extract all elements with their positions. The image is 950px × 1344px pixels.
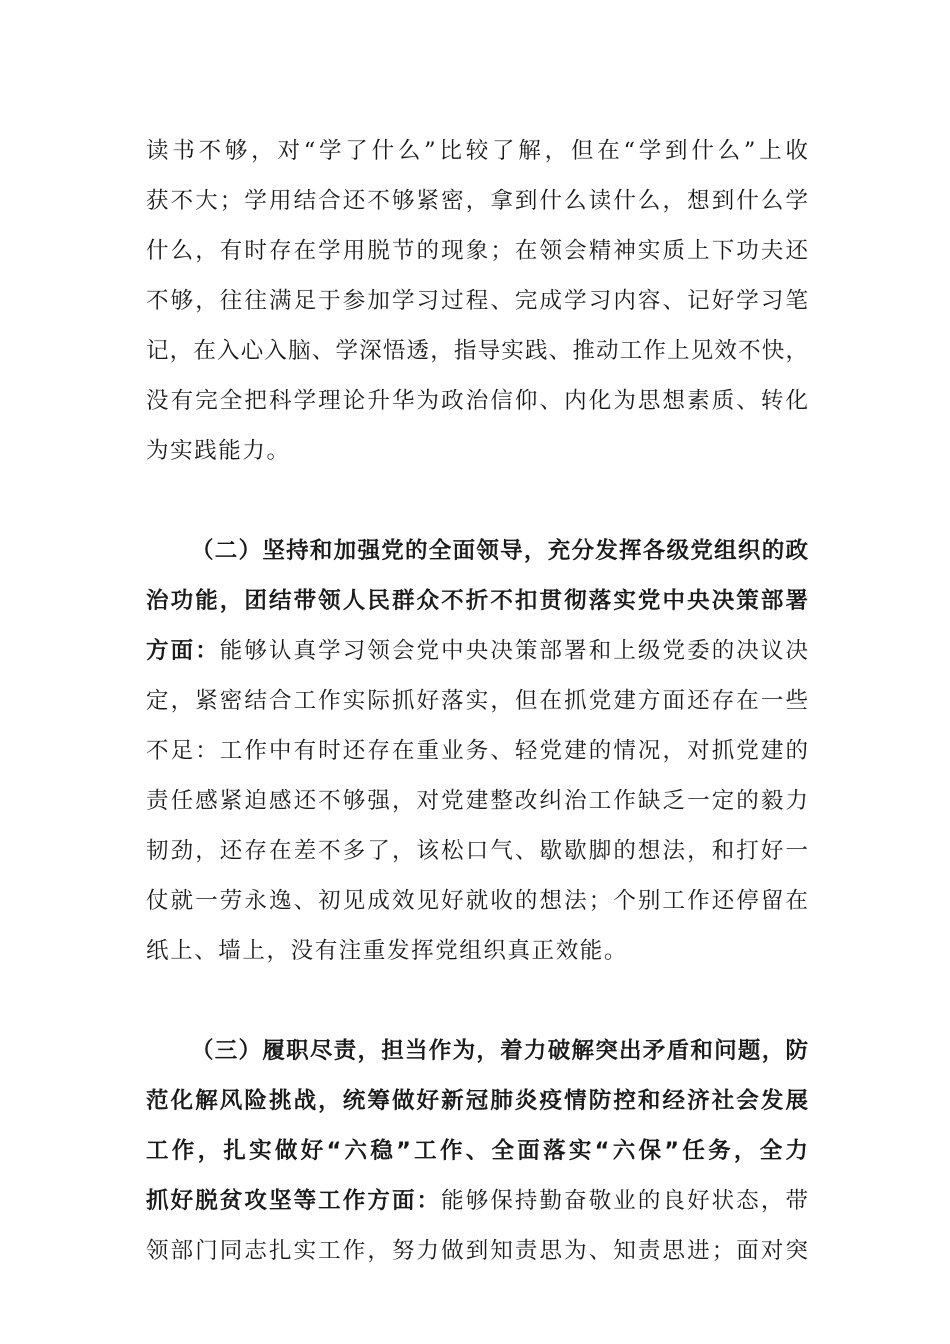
text-line: 抓好脱贫攻坚等工作方面：能够保持勤奋敬业的良好状态，带 <box>146 1188 808 1214</box>
paragraph-2 <box>146 526 808 976</box>
text-line: 记，在入心入脑、学深悟透，指导实践、推动工作上见效不快， <box>146 338 808 364</box>
paragraph-3 <box>146 1026 808 1276</box>
text-line: 韧劲，还存在差不多了，该松口气、歇歇脚的想法，和打好一 <box>146 838 808 864</box>
text-line: 仗就一劳永逸、初见成效见好就收的想法；个别工作还停留在 <box>146 888 808 914</box>
text-line: 纸上、墙上，没有注重发挥党组织真正效能。 <box>146 938 629 964</box>
text-line: 方面：能够认真学习领会党中央决策部署和上级党委的决议决 <box>146 638 808 664</box>
text-line: 领部门同志扎实工作，努力做到知责思为、知责思进；面对突 <box>146 1238 808 1264</box>
paragraph-spacer <box>146 476 808 526</box>
section-heading-line: 工作，扎实做好“六稳”工作、全面落实“六保”任务，全力 <box>146 1138 808 1164</box>
text-line: 不够，往往满足于参加学习过程、完成学习内容、记好学习笔 <box>146 288 808 314</box>
paragraph-spacer <box>146 976 808 1026</box>
text-line: 什么，有时存在学用脱节的现象；在领会精神实质上下功夫还 <box>146 238 808 264</box>
text-line: 读书不够，对“学了什么”比较了解，但在“学到什么”上收 <box>146 138 808 164</box>
text-line: 不足：工作中有时还存在重业务、轻党建的情况，对抓党建的 <box>146 738 808 764</box>
section-heading-line: 治功能，团结带领人民群众不折不扣贯彻落实党中央决策部署 <box>146 588 808 614</box>
text-line: 为实践能力。 <box>146 438 291 464</box>
section-heading-tail: 方面： <box>146 638 220 664</box>
section-heading-tail: 抓好脱贫攻坚等工作方面： <box>146 1188 442 1214</box>
section-heading-line: （二）坚持和加强党的全面领导，充分发挥各级党组织的政 <box>191 538 808 564</box>
document-page <box>146 126 808 1276</box>
text-line: 定，紧密结合工作实际抓好落实，但在抓党建方面还存在一些 <box>146 688 808 714</box>
section-heading-line: （三）履职尽责，担当作为，着力破解突出矛盾和问题，防 <box>191 1038 808 1064</box>
text-line: 获不大；学用结合还不够紧密，拿到什么读什么，想到什么学 <box>146 188 808 214</box>
text-line: 责任感紧迫感还不够强，对党建整改纠治工作缺乏一定的毅力 <box>146 788 808 814</box>
text-line: 没有完全把科学理论升华为政治信仰、内化为思想素质、转化 <box>146 388 808 414</box>
paragraph-1 <box>146 126 808 476</box>
section-heading-line: 范化解风险挑战，统筹做好新冠肺炎疫情防控和经济社会发展 <box>146 1088 808 1114</box>
